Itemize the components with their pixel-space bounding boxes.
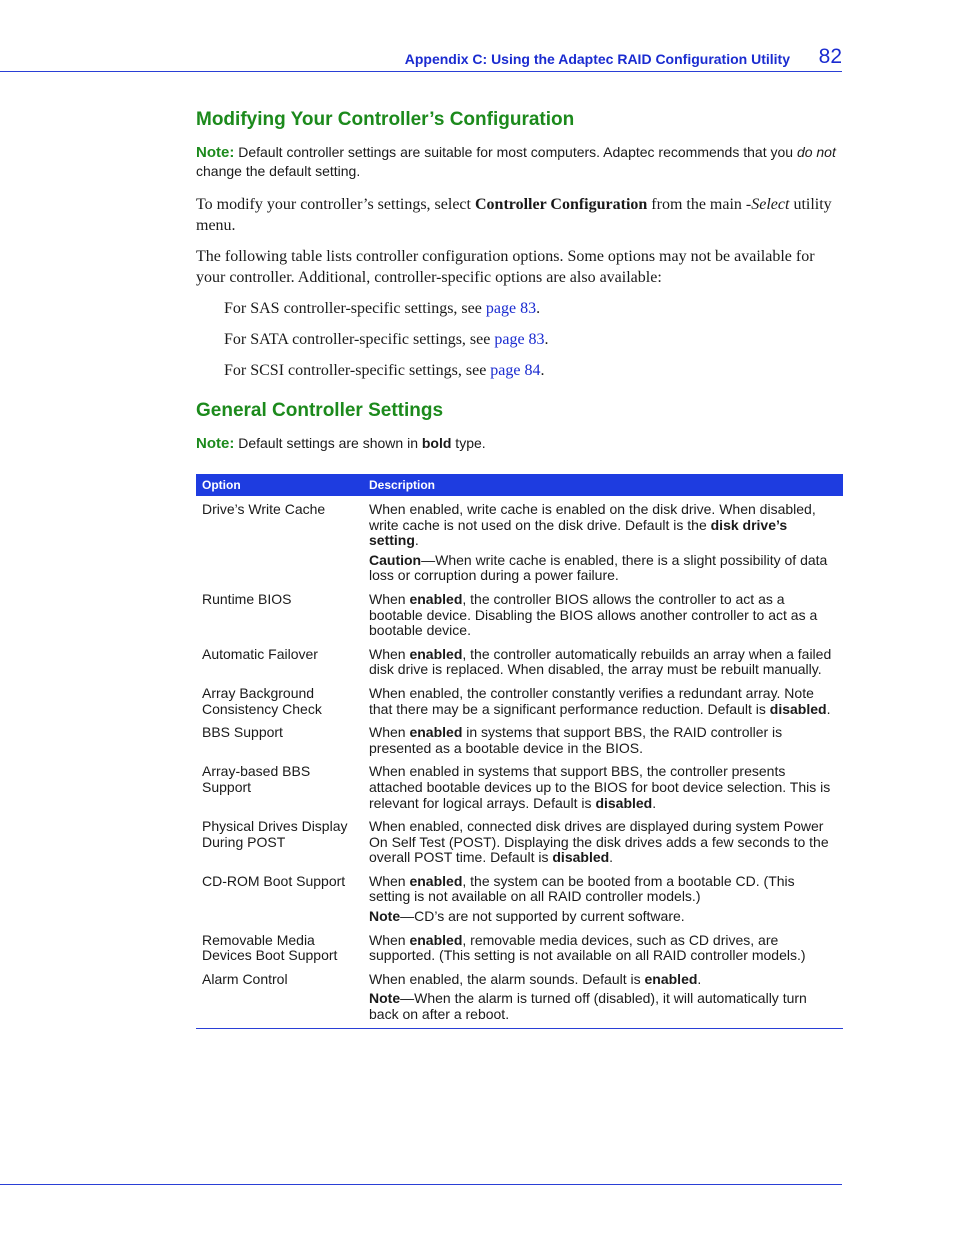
desc-bold: enabled <box>409 931 463 948</box>
note-emphasis: do not <box>796 144 836 160</box>
description-note <box>369 909 837 925</box>
desc-part: . <box>826 700 831 717</box>
desc-part: When <box>369 872 410 889</box>
option-cell: Automatic Failover <box>202 645 318 662</box>
note-label: Note <box>369 908 401 925</box>
description-text <box>369 819 837 866</box>
desc-part: in systems that support BBS, the RAID controller is presented as a bootable device in the BIOS. <box>369 724 783 756</box>
header-option: Option <box>196 474 363 496</box>
desc-part: , the controller BIOS allows the controller to act as a bootable device. Disabling the BIOS allows another controller to act as a bootable device. <box>369 590 818 639</box>
description-cell <box>363 682 843 721</box>
desc-part: When enabled, write cache is enabled on the disk drive. When disabled, write cache is not used on the disk drive. Default is the <box>369 501 816 533</box>
note-text: Default controller settings are suitable for most computers. Adaptec recommends that you <box>234 144 797 160</box>
description-text <box>369 874 837 905</box>
ref-text: For SCSI controller-specific settings, see <box>224 362 491 379</box>
para-text: To modify your controller’s settings, select <box>196 196 475 213</box>
note-bold: bold <box>421 435 452 451</box>
table-row <box>196 929 843 968</box>
desc-bold: disabled <box>769 700 827 717</box>
menu-name: Controller Configuration <box>474 196 648 213</box>
description-cell <box>363 815 843 870</box>
description-text <box>369 725 837 756</box>
note-text: —CD’s are not supported by current software. <box>400 908 685 925</box>
desc-bold: enabled <box>409 872 463 889</box>
desc-bold: disk drive’s setting <box>369 516 788 549</box>
ref-sata <box>224 329 838 350</box>
description-text <box>369 972 837 988</box>
table-row <box>196 643 843 682</box>
option-cell: Drive’s Write Cache <box>202 501 326 517</box>
link-sas-page[interactable]: page 83 <box>485 300 537 317</box>
desc-part: When enabled, the controller constantly verifies a redundant array. Note that there may be a significant performance reduction. Default is <box>369 684 814 717</box>
table-header-row <box>196 474 843 496</box>
desc-part: When enabled in systems that support BBS, the controller presents attached bootable devices up to the BIOS for boot device selection. This is relevant for logical arrays. Default is <box>369 763 831 811</box>
desc-part: . <box>697 970 702 987</box>
settings-table <box>196 474 843 1029</box>
description-text <box>369 647 837 678</box>
link-sata-page[interactable]: page 83 <box>494 331 545 348</box>
note-label: Note: <box>196 435 235 452</box>
footer-rule <box>0 1184 842 1185</box>
table-row <box>196 682 843 721</box>
header-description: Description <box>363 474 843 496</box>
ref-scsi <box>224 360 838 381</box>
option-cell: Runtime BIOS <box>202 590 292 607</box>
table-row <box>196 760 843 815</box>
option-cell: BBS Support <box>202 724 283 741</box>
description-cell <box>363 721 843 760</box>
ref-text: For SATA controller-specific settings, see <box>224 331 495 348</box>
description-cell <box>363 760 843 815</box>
desc-bold: enabled <box>409 590 463 607</box>
desc-part: . <box>652 794 657 811</box>
description-note <box>369 553 837 584</box>
description-note <box>369 991 837 1022</box>
ref-sas <box>224 298 838 319</box>
ref-text: For SAS controller-specific settings, see <box>224 300 486 317</box>
desc-bold: enabled <box>409 645 463 662</box>
select-term: Select <box>751 196 790 213</box>
description-text <box>369 592 837 639</box>
description-text <box>369 764 837 811</box>
description-cell <box>363 870 843 929</box>
note-label: Note: <box>196 144 235 161</box>
note-label: Caution <box>369 551 422 568</box>
desc-bold: disabled <box>595 794 653 811</box>
ref-end: . <box>540 362 545 379</box>
desc-part: When <box>369 931 410 948</box>
note-bold-defaults <box>196 434 838 453</box>
table-row <box>196 496 843 588</box>
desc-part: , the system can be booted from a bootable CD. (This setting is not available on all RAID controller models.) <box>369 872 795 905</box>
desc-bold: disabled <box>552 849 610 866</box>
desc-part: , the controller automatically rebuilds an array when a failed disk drive is replaced. When disabled, the array must be rebuilt manually. <box>369 645 832 678</box>
section-heading-modifying: Modifying Your Controller’s Configuration <box>196 109 575 130</box>
description-text <box>369 686 837 717</box>
desc-part: , removable media devices, such as CD drives, are supported. (This setting is not available on all RAID controller models.) <box>369 931 806 964</box>
description-cell <box>363 968 843 1028</box>
description-text <box>369 502 837 549</box>
running-header-title: Appendix C: Using the Adaptec RAID Configuration Utility <box>404 51 790 67</box>
note-label: Note <box>369 990 401 1007</box>
note-text-end: change the default setting. <box>196 163 361 179</box>
description-text <box>369 933 837 964</box>
desc-part: . <box>414 532 419 549</box>
para-text: utility menu. <box>196 196 832 234</box>
para-text: from the main - <box>647 196 752 213</box>
link-scsi-page[interactable]: page 84 <box>490 362 541 379</box>
note-default-settings <box>196 143 838 181</box>
table-row <box>196 721 843 760</box>
option-cell: Array-based BBS Support <box>202 763 311 795</box>
table-row <box>196 870 843 929</box>
desc-part: . <box>609 849 614 866</box>
desc-part: When <box>369 590 410 607</box>
paragraph-modify-settings <box>196 194 838 236</box>
option-cell: Removable Media Devices Boot Support <box>202 931 338 964</box>
note-text-end: type. <box>451 435 486 451</box>
desc-part: When <box>369 645 410 662</box>
desc-bold: enabled <box>644 970 698 987</box>
option-cell: Physical Drives Display During POST <box>202 818 348 850</box>
option-cell: CD-ROM Boot Support <box>202 872 346 889</box>
table-row <box>196 588 843 643</box>
note-text: —When write cache is enabled, there is a slight possibility of data loss or corruption during a power failure. <box>369 551 828 584</box>
note-text: Default settings are shown in <box>234 435 422 451</box>
desc-bold: enabled <box>409 724 463 741</box>
ref-end: . <box>544 331 549 348</box>
paragraph-table-intro: The following table lists controller configuration options. Some options may not be available for your controller. Additional, controller-specific options are also available: <box>196 248 815 286</box>
section-heading-general: General Controller Settings <box>196 400 444 421</box>
desc-part: When enabled, the alarm sounds. Default is <box>369 970 645 987</box>
page-number: 82 <box>818 45 842 68</box>
table-row <box>196 968 843 1028</box>
description-cell <box>363 643 843 682</box>
page-header <box>0 0 842 72</box>
description-cell <box>363 496 843 588</box>
note-text: —When the alarm is turned off (disabled), it will automatically turn back on after a reboot. <box>369 990 807 1023</box>
option-cell: Alarm Control <box>196 968 363 1028</box>
desc-part: When <box>369 724 410 741</box>
desc-part: When enabled, connected disk drives are displayed during system Power On Self Test (POST). Displaying the disk drives adds a few seconds to the overall POST time. Default is <box>369 818 829 866</box>
table-row <box>196 815 843 870</box>
description-cell <box>363 929 843 968</box>
option-cell: Array Background Consistency Check <box>202 684 322 717</box>
description-cell <box>363 588 843 643</box>
ref-end: . <box>536 300 541 317</box>
